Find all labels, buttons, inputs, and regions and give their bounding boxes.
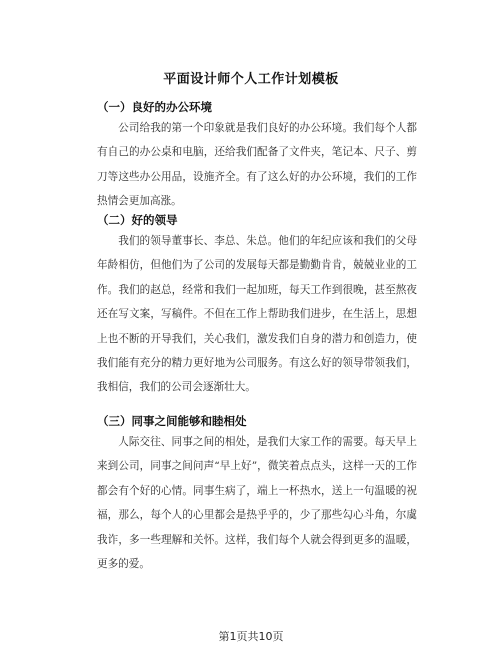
section-paragraph-leaders: 我们的领导董事长、李总、朱总。他们的年纪应该和我们的父母年龄相仿，但他们为了公司的发展每天都是勤勤肯肯，兢兢业业的工作。我们的赵总，经常和我们一起加班，每天工作到很晚，甚至熬夜还在写文案，写稿件。不但在工作上帮助我们进步，在生活上，思想上也不断的开导我们，关心我们，激发我们自身的潜力和创造力，使我们能有充分的精力更好地为公司服务。有这么好的领导带领我们，我相信，我们的公司会逐渐壮大。	[97, 235, 417, 394]
page-indicator: 第1页共10页	[218, 630, 284, 643]
section-paragraph-office-environment: 公司给我的第一个印象就是我们良好的办公环境。我们每个人都有自己的办公桌和电脑，还给我们配备了文件夹，笔记本、尺子、剪刀等这些办公用品，设施齐全。有了这么好的办公环境，我们的工作热情会更加高涨。	[97, 122, 417, 208]
document-title: 平面设计师个人工作计划模板	[163, 72, 339, 87]
section-heading-colleagues: （三）同事之间能够和睦相处	[97, 414, 247, 428]
section-paragraph-colleagues: 人际交往、同事之间的相处，是我们大家工作的需要。每天早上来到公司，同事之间问声“早上好”，微笑着点点头，这样一天的工作都会有个好的心情。同事生病了，端上一杯热水，送上一句温暖的祝福，那么，每个人的心里都会是热乎乎的，少了那些勾心斗角，尔虞我诈，多一些理解和关怀。这样，我们每个人就会得到更多的温暖，更多的爱。	[97, 436, 417, 571]
section-heading-leaders: （二）好的领导	[97, 213, 178, 227]
section-heading-office-environment: （一）良好的办公环境	[97, 100, 212, 114]
